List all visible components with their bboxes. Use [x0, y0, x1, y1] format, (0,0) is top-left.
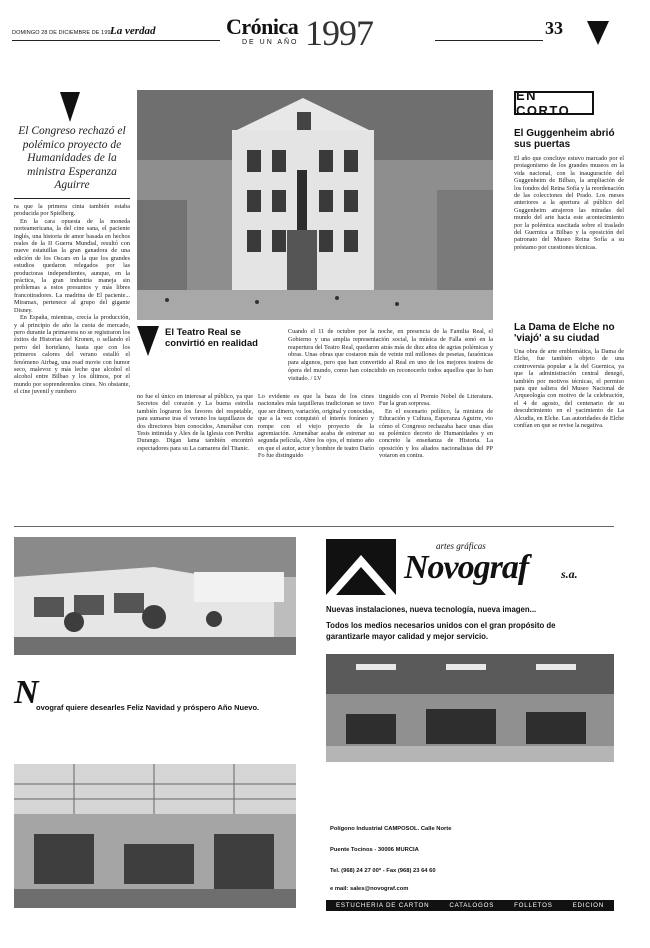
teatro-real-photo — [137, 90, 493, 320]
greeting-initial: N — [14, 674, 39, 711]
service-item: CATALOGOS — [449, 902, 495, 909]
email-line: e mail: sales@novograf.com — [330, 886, 409, 892]
address-line-1: Polígono Industrial CAMPOSOL. Calle Norte — [330, 826, 452, 832]
lead-para-1: ra que la primera cinta también estaba producida por Spielberg. — [14, 203, 130, 218]
lower-column-4 — [379, 393, 493, 521]
col4-para-1: tinguido con el Premio Nobel de Literatura. Fue la gran sorpresa. — [379, 393, 493, 408]
lead-para-3: En España, mientras, crecía la producción, y al principio de año la cuota de mercado, pero durante la primavera no se registraron los éxitos de Historias del Kronen, o sellando el perro del hortelano, hasta que con los primeros calores del verano estalló el fenómeno Airbag, una road movie con humor seco, malevoz y más leche que alcohol el alcohol entre Bilbao y los últimos, por el mundo por soprenderenlos cines. No obstante, el cine juvenil y rumbero — [14, 314, 130, 396]
lead-para-2: En la cara opuesta de la moneda norteamericana, la del cine sana, el paciente inglés, una historia de amor basada en hechos reales de la II Guerra Mundial, resultó con nueve estatuillas la gran ganadora de una edición de los Oscars en la que los grandes estudios quedaron relegados por las productoras independientes, aunque, en la práctica, la gran industria maneja sin problemas a estos presuntos y más libres francotiradores. La madrina de El paciente... Miramax, pertenece al grupo del gigante Disney. — [14, 217, 130, 314]
caption-headline: El Teatro Real se convirtió en realidad — [165, 327, 258, 349]
novograf-logo-box — [326, 537, 614, 601]
section-sub: DE UN AÑO — [242, 39, 299, 46]
lead-headline: El Congreso rechazó el polémico proyecto de Humanidades de la ministra Esperanza Aguirre — [18, 125, 126, 191]
lead-triangle-icon — [60, 92, 80, 122]
section-divider — [14, 526, 614, 527]
header-date: DOMINGO 28 DE DICIEMBRE DE 1997 — [12, 30, 114, 36]
brand-suffix: s.a. — [561, 567, 578, 581]
brand-small: artes gráficas — [436, 541, 486, 551]
section-word: Crónica — [226, 14, 299, 39]
service-item: EDICION — [572, 902, 604, 909]
newspaper-name: La verdad — [110, 25, 156, 37]
address-line-2: Puente Tocinos - 30006 MURCIA — [330, 847, 419, 853]
phone-line: Tel. (968) 24 27 00* - Fax (968) 23 64 60 — [330, 868, 436, 874]
greeting-text: ovograf quiere desearles Feliz Navidad y próspero Año Nuevo. — [36, 703, 260, 712]
section-year: 1997 — [305, 13, 373, 53]
sidebar-title: EN CORTO — [516, 88, 571, 118]
lead-column — [14, 203, 130, 521]
plant-graphic — [326, 654, 614, 762]
services-bar — [326, 900, 614, 911]
brand-name: Novograf — [404, 549, 529, 586]
sidebar-item2-text: Una obra de arte emblemática, la Dama de Elche, fue también objeto de una controversia popular a la del Guernica, ya que la administración central denegó, también por motivos técnicas, el permiso para que saliera del Museo Nacional de Arqueología con motivo de la celebración, el 4 de agosto, del centenario de su descubrimiento en el yacimiento de La Alcudia, en Elche. Las autoridades de Elche confían en que se revise la negativa. — [514, 348, 624, 430]
caption-triangle-icon — [137, 326, 159, 356]
sidebar-item1-headline: El Guggenheim abrió sus puertas — [514, 128, 615, 150]
sidebar-item2-headline: La Dama de Elche no 'viajó' a su ciudad — [514, 322, 615, 344]
lower-column-3: Lo evidente es que la baza de los cines nacionales más taquilleras tradicionan se tuvo que ser dinero, variación, original y conocidas, que a la vez conquistó el interés foráneo y rompe con el viejo proyecto de la agremiación. Amenábar acaba de estrenar su segunda película, Abre los ojos, el mismo año en que el autor, actor y hombre de teatro Darío Fo fue distinguido — [258, 393, 374, 460]
header-rule-right — [435, 40, 543, 41]
service-item: ESTUCHERIA DE CARTON — [335, 902, 430, 909]
ad-building-photo — [14, 537, 296, 655]
sidebar-item1-text: El año que concluye estuvo marcado por el protagonismo de los grandes museos en la vida nacional, con la inauguración del Guggenheim de Bilbao, la ampliación de los fondos del Reina Sofía y la reordenación de las colecciones del Prado. Los meses anteriores a la apertura al público del Guggenheim atrajeron las miradas del mundo del arte hacia este acontecimiento por la polémica suscitada sobre el traslado del Guernica a Bilbao y la oposición del patronato del Museo Reina Sofía a su préstamo por cuestiones técnicas. — [514, 155, 624, 251]
caption-text: Cuando el 11 de octubre por la noche, en presencia de la Familia Real, el Gobierno y una amplia representación social, la música de Falla sonó en la reapertura del Teatro Real, quedaron atrás más de diez años de agrias polémicas y obras. Unas obras que costaron más de veinte mil millones de pesetas, faraónicas para algunos, pero que han convertido al Real en uno de los mejores teatros de ópera del mundo, como han coincidido en reconocerlo todos aquellos que lo han visitado. / LV — [288, 328, 493, 382]
lead-rule — [14, 198, 130, 199]
ad-tagline-2: Todos los medios necesarios unidos con el gran propósito de garantizarle mayor calidad y mejor servicio. — [326, 621, 556, 641]
ad-factory-photo — [14, 764, 296, 908]
service-item: FOLLETOS — [514, 902, 553, 909]
building-graphic — [14, 537, 296, 655]
ad-tagline: Nuevas instalaciones, nueva tecnología, nueva imagen... — [326, 605, 537, 614]
factory-graphic — [14, 764, 296, 908]
header-rule-left — [12, 40, 220, 41]
lower-column-2: no fue el único en interesar al público, ya que Secretos del corazón y La buena estrella también lograron los favores del respetable, para sumarse tras el verano los taquillazos de dos directores bien conocidos, Amenábar con Tesis intimida y Álex de la Iglesia con Perdita Durango. Digan lama también encontró espectadores para su La camarera del Titanic. — [137, 393, 253, 452]
ad-plant-photo — [326, 654, 614, 762]
teatro-building-graphic — [137, 90, 493, 320]
sidebar-title-box — [514, 88, 594, 118]
page-number: 33 — [545, 18, 563, 38]
novograf-logo-icon — [326, 539, 396, 595]
col4-para-2: En el escenario político, la ministra de Educación y Cultura, Esperanza Aguirre, vio cómo el Congreso rechazaba hace unas días su polémico decreto de Humanidades y en concreto la enseñanza de Historia. La oposición y los aliados nacionalistas del PP votaron en contra. — [379, 407, 493, 460]
triangle-icon — [587, 21, 609, 45]
